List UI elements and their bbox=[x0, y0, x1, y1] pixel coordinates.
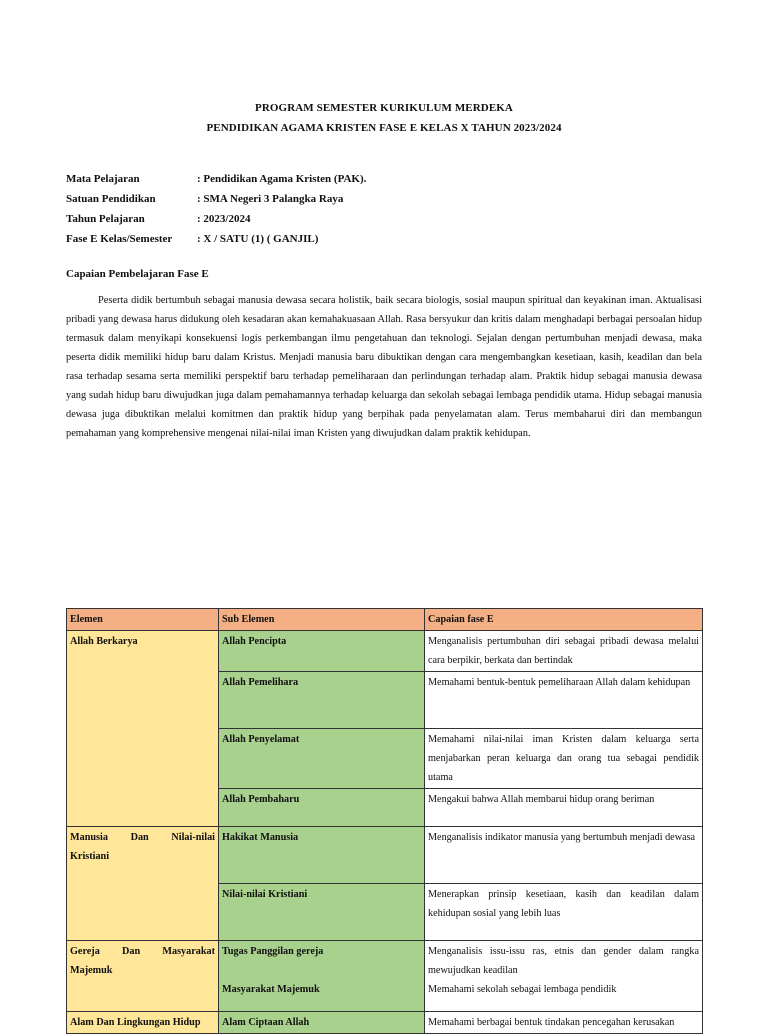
column-header: Elemen bbox=[67, 609, 219, 631]
capaian-cell: Memahami bentuk-bentuk pemeliharaan Allah dalam kehidupan bbox=[425, 672, 703, 729]
meta-row bbox=[66, 193, 366, 213]
table-row bbox=[67, 1012, 703, 1034]
sub-elemen-cell: Allah Pemelihara bbox=[219, 672, 425, 729]
capaian-cell bbox=[425, 941, 703, 1012]
elemen-cell: Alam Dan Lingkungan Hidup bbox=[67, 1012, 219, 1034]
capaian-cell: Menganalisis indikator manusia yang bertumbuh menjadi dewasa bbox=[425, 827, 703, 884]
meta-label: Satuan Pendidikan bbox=[66, 193, 156, 205]
meta-row bbox=[66, 213, 366, 233]
section-heading: Capaian Pembelajaran Fase E bbox=[66, 268, 209, 280]
curriculum-table bbox=[66, 608, 703, 1034]
elemen-cell: Allah Berkarya bbox=[67, 631, 219, 827]
capaian-text: Menganalisis issu-issu ras, etnis dan gender dalam rangka mewujudkan keadilan bbox=[428, 946, 699, 976]
column-header: Capaian fase E bbox=[425, 609, 703, 631]
table-header-row bbox=[67, 609, 703, 631]
elemen-cell: Gereja Dan Masyarakat Majemuk bbox=[67, 941, 219, 1012]
column-header: Sub Elemen bbox=[219, 609, 425, 631]
meta-value: : Pendidikan Agama Kristen (PAK). bbox=[197, 173, 367, 185]
meta-label: Fase E Kelas/Semester bbox=[66, 233, 173, 245]
body-paragraph: Peserta didik bertumbuh sebagai manusia dewasa secara holistik, baik secara biologis, sosial maupun spiritual dan keyakinan iman. Aktualisasi pribadi yang dewasa harus didukung oleh kesadaran akan kemahakuasaan Allah. Rasa bersyukur dan kritis dalam menghadapi berbagai persoalan hidup termasuk dalam menyikapi konsekuensi logis perkembangan ilmu pengetahuan dan teknologi. Sejalan dengan pertumbuhan menjadi dewasa, maka peserta didik memiliki hidup baru dalam Kristus. Menjadi manusia baru dibuktikan dengan cara mengembangkan kesetiaan, kasih, keadilan dan bela rasa terhadap sesama serta memiliki perspektif baru terhadap pemeliharaan dan perlindungan terhadap alam. Praktik hidup sebagai manusia dewasa yang sudah hidup baru diwujudkan juga dalam pemahamannya terhadap keluarga dan sekolah sebagai lembaga pendidik utama. Hidup sebagai manusia dewasa juga dibuktikan melalui komitmen dan praktik hidup yang berpihak pada penyelamatan alam. Terus membaharui diri dan membangun pemahaman yang komprehensive mengenai nilai-nilai iman Kristen yang diwujudkan dalam praktik kehidupan. bbox=[66, 295, 702, 439]
table-row bbox=[67, 631, 703, 672]
capaian-cell: Memahami nilai-nilai iman Kristen dalam keluarga serta menjabarkan peran keluarga dan orang tua sebagai pendidik utama bbox=[425, 729, 703, 789]
meta-value: : X / SATU (1) ( GANJIL) bbox=[197, 233, 319, 245]
capaian-cell: Memahami berbagai bentuk tindakan pencegahan kerusakan bbox=[425, 1012, 703, 1034]
sub-elemen-cell: Allah Pencipta bbox=[219, 631, 425, 672]
sub-elemen-label: Masyarakat Majemuk bbox=[222, 984, 320, 995]
table-row bbox=[67, 827, 703, 884]
capaian-cell: Menganalisis pertumbuhan diri sebagai pribadi dewasa melalui cara berpikir, berkata dan bertindak bbox=[425, 631, 703, 672]
meta-label: Tahun Pelajaran bbox=[66, 213, 145, 225]
sub-elemen-cell: Nilai-nilai Kristiani bbox=[219, 884, 425, 941]
sub-elemen-cell: Hakikat Manusia bbox=[219, 827, 425, 884]
elemen-cell: Manusia Dan Nilai-nilai Kristiani bbox=[67, 827, 219, 941]
capaian-cell: Mengakui bahwa Allah membarui hidup orang beriman bbox=[425, 789, 703, 827]
meta-value: : 2023/2024 bbox=[197, 213, 251, 225]
sub-elemen-label: Tugas Panggilan gereja bbox=[222, 946, 324, 957]
sub-elemen-cell: Allah Penyelamat bbox=[219, 729, 425, 789]
identity-block bbox=[66, 173, 366, 253]
meta-row bbox=[66, 173, 366, 193]
capaian-cell: Menerapkan prinsip kesetiaan, kasih dan keadilan dalam kehidupan sosial yang lebih luas bbox=[425, 884, 703, 941]
capaian-text: Memahami sekolah sebagai lembaga pendidik bbox=[428, 984, 617, 995]
document-subtitle: PENDIDIKAN AGAMA KRISTEN FASE E KELAS X TAHUN 2023/2024 bbox=[206, 122, 562, 134]
meta-row bbox=[66, 233, 366, 253]
document-title: PROGRAM SEMESTER KURIKULUM MERDEKA bbox=[255, 102, 513, 114]
sub-elemen-cell bbox=[219, 941, 425, 1012]
sub-elemen-cell: Allah Pembaharu bbox=[219, 789, 425, 827]
table-row bbox=[67, 941, 703, 1012]
sub-elemen-cell: Alam Ciptaan Allah bbox=[219, 1012, 425, 1034]
meta-label: Mata Pelajaran bbox=[66, 173, 140, 185]
meta-value: : SMA Negeri 3 Palangka Raya bbox=[197, 193, 344, 205]
